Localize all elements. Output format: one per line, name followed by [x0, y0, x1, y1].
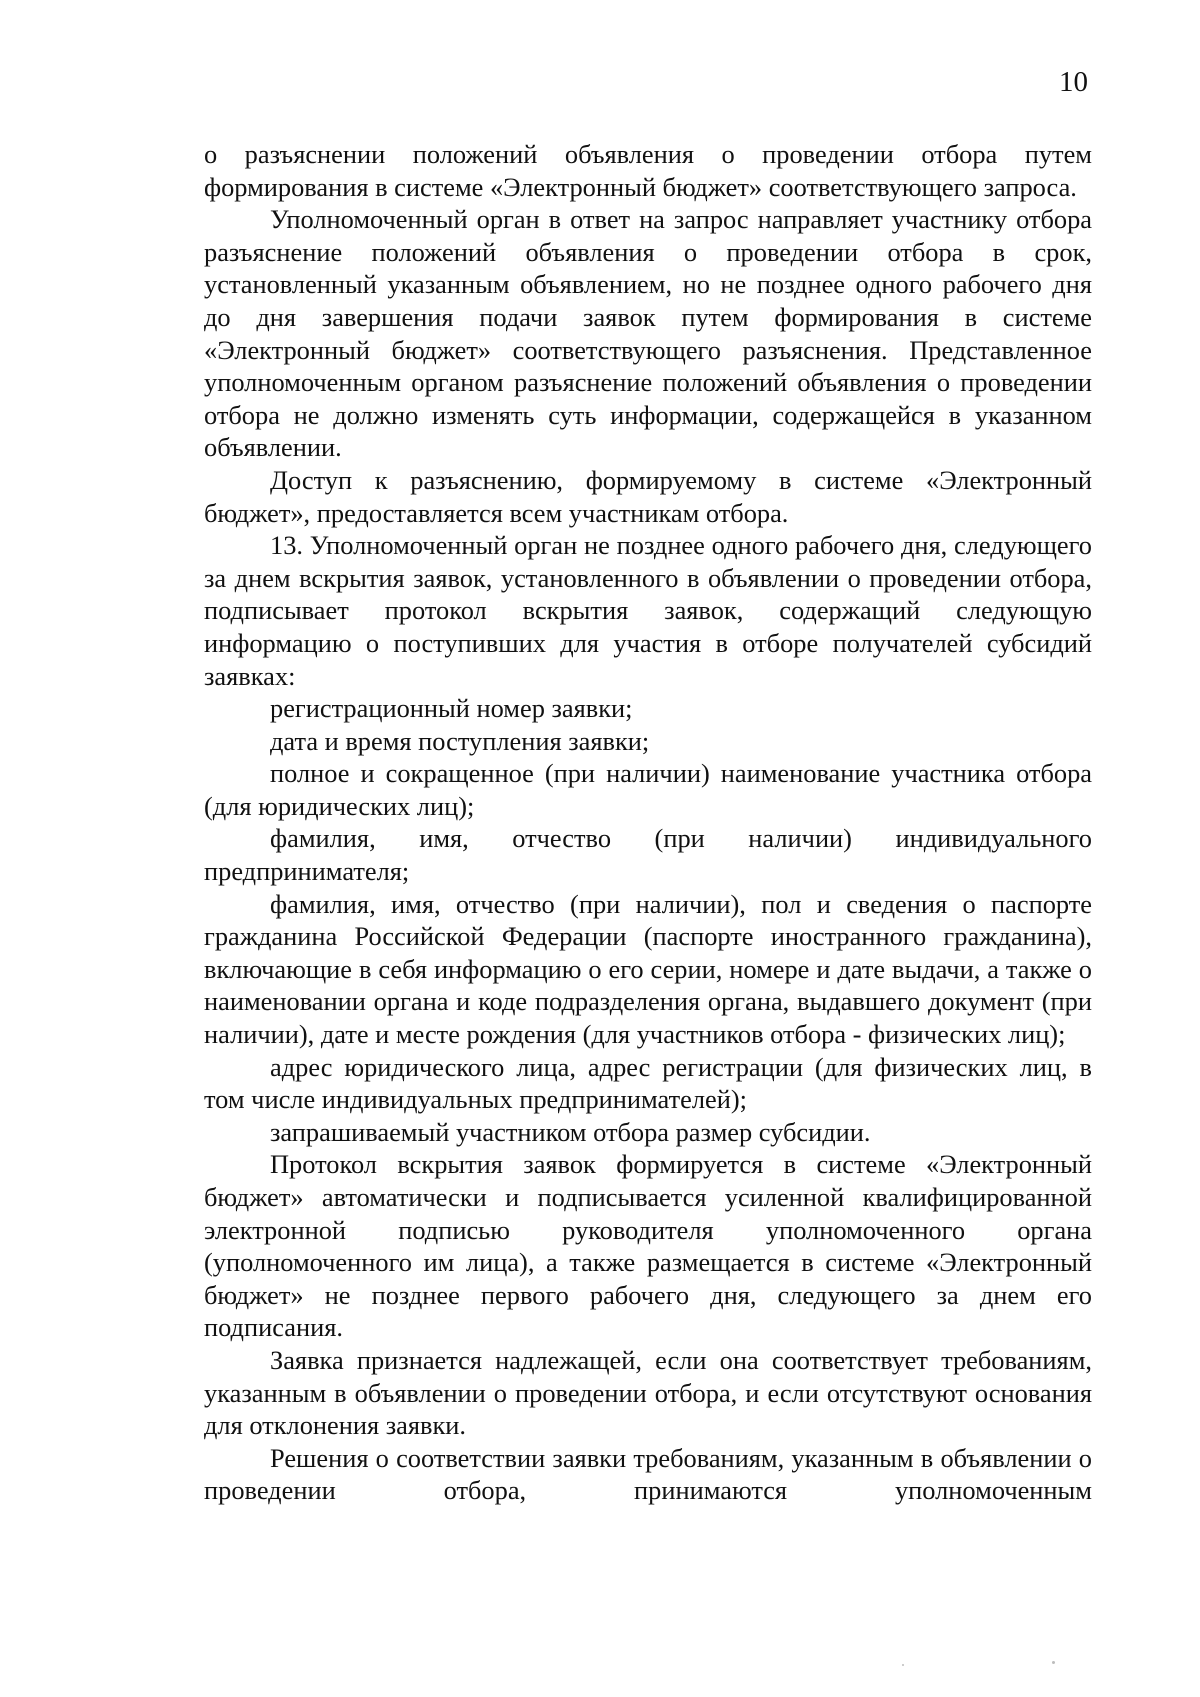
list-item-entrepreneur-name: фамилия, имя, отчество (при наличии) индивидуального предпринимателя; [204, 823, 1092, 887]
page-number: 10 [1059, 66, 1088, 98]
paragraph-protocol: Протокол вскрытия заявок формируется в системе «Электронный бюджет» автоматически и подписывается усиленной квалифицированной электронной подписью руководителя уполномоченного органа (уполномоченного им лица), а также размещается в системе «Электронный бюджет» не позднее первого рабочего дня, следующего за днем его подписания. [204, 1149, 1092, 1343]
scan-speck [902, 1664, 904, 1666]
paragraph-application-valid: Заявка признается надлежащей, если она соответствует требованиям, указанным в объявлении о проведении отбора, и если отсутствуют основания для отклонения заявки. [204, 1344, 1092, 1441]
paragraph-clarification-access: Доступ к разъяснению, формируемому в системе «Электронный бюджет», предоставляется всем участникам отбора. [204, 464, 1092, 528]
paragraph-continuation: о разъяснении положений объявления о проведении отбора путем формирования в системе «Электронный бюджет» соответствующего запроса. [204, 139, 1092, 202]
list-item-submission-date: дата и время поступления заявки; [270, 725, 650, 756]
list-item-individual-passport: фамилия, имя, отчество (при наличии), пол и сведения о паспорте гражданина Российской Федерации (паспорте иностранного гражданина), включающие в себя информацию о его серии, номере и дате выдачи, а также о наименовании органа и коде подразделения органа, выдавшего документ (при наличии), дате и месте рождения (для участников отбора - физических лиц); [204, 888, 1092, 1050]
scan-speck [1052, 1661, 1055, 1664]
list-item-subsidy-amount: запрашиваемый участником отбора размер субсидии. [270, 1116, 871, 1147]
list-item-address: адрес юридического лица, адрес регистрации (для физических лиц, в том числе индивидуальных предпринимателей); [204, 1051, 1092, 1115]
list-item-legal-entity-name: полное и сокращенное (при наличии) наименование участника отбора (для юридических лиц); [204, 758, 1092, 821]
paragraph-item-13: 13. Уполномоченный орган не позднее одного рабочего дня, следующего за днем вскрытия заявок, установленного в объявлении о проведении отбора, подписывает протокол вскрытия заявок, содержащий следующую информацию о поступивших для участия в отборе получателей субсидий заявках: [204, 530, 1092, 691]
paragraph-clarification-response: Уполномоченный орган в ответ на запрос направляет участнику отбора разъяснение положений объявления о проведении отбора в срок, установленный указанным объявлением, но не позднее одного рабочего дня до дня завершения подачи заявок путем формирования в системе «Электронный бюджет» соответствующего разъяснения. Представленное уполномоченным органом разъяснение положений объявления о проведении отбора не должно изменять суть информации, содержащейся в указанном объявлении. [204, 204, 1092, 463]
paragraph-decisions: Решения о соответствии заявки требованиям, указанным в объявлении о проведении отбора, принимаются уполномоченным [204, 1442, 1092, 1506]
document-body [204, 138, 1092, 1507]
list-item-registration-number: регистрационный номер заявки; [270, 693, 633, 724]
